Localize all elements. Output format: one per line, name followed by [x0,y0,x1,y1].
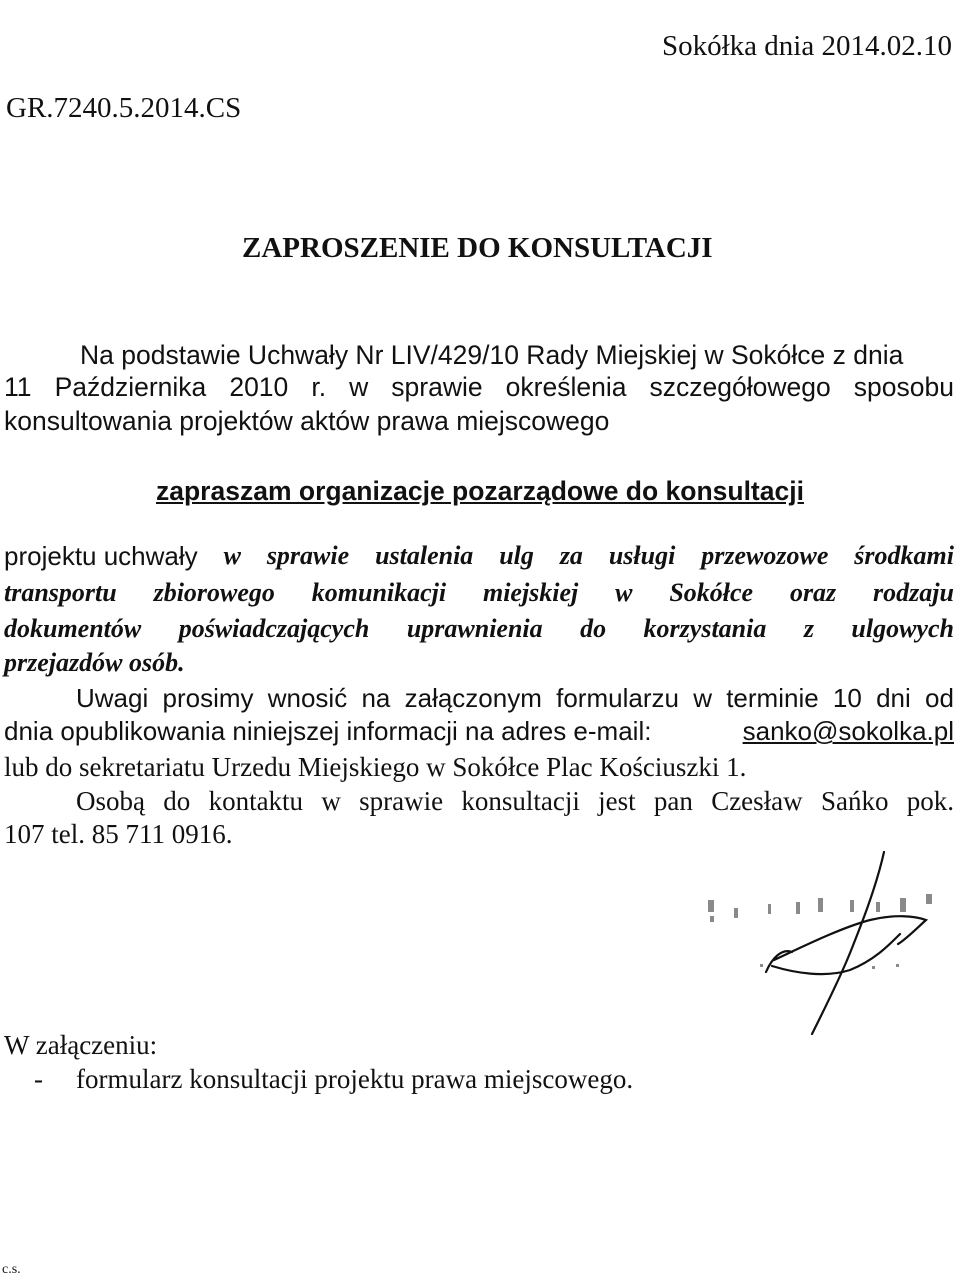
contact-line-1 [76,786,954,817]
project-word: rodzaju [873,578,954,607]
intro-line-2 [4,372,954,403]
intro-line-1: Na podstawie Uchwały Nr LIV/429/10 Rady Miejskiej w Sokółce z dnia [80,340,904,370]
contact-word: do [163,786,191,816]
project-word: ulgowych [851,614,954,643]
intro-word: Października [54,372,207,402]
remarks-word: na [361,683,391,713]
project-word: sprawie [266,541,350,570]
remarks-text: dnia opublikowania niniejszej informacji na adres e-mail: [4,716,652,746]
contact-word: w [321,786,341,816]
remarks-word: 10 [832,683,862,713]
intro-word: określenia [505,372,627,402]
remarks-line-1 [76,683,954,714]
project-word: komunikacji [311,578,447,607]
project-word: usługi [608,541,676,570]
intro-word: szczegółowego [649,372,831,402]
remarks-word: w [693,683,712,713]
contact-word: Sańko [820,786,889,816]
project-word: zbiorowego [153,578,275,607]
footer-initials: c.s. [2,1262,21,1277]
project-word: transportu [4,578,117,607]
contact-word: kontaktu [208,786,304,816]
email-link[interactable]: sanko@sokolka.pl [742,716,954,746]
contact-word: Osobą [76,786,145,816]
project-word: w [615,578,633,607]
invitation-line: zapraszam organizacje pozarządowe do konsultacji [156,476,804,506]
document-title: ZAPROSZENIE DO KONSULTACJI [242,232,713,264]
project-word: miejskiej [482,578,579,607]
project-line-1 [4,541,954,572]
remarks-word: terminie [726,683,819,713]
project-word: za [559,541,583,570]
intro-word: sposobu [853,372,954,402]
intro-word: 11 [4,372,32,402]
project-word: ustalenia [375,541,474,570]
project-word: Sokółce [669,578,754,607]
intro-word: r. [311,372,327,402]
place-date: Sokółka dnia 2014.02.10 [662,30,952,62]
project-word: w [223,541,241,570]
project-word: do [580,614,607,643]
intro-word: 2010 [229,372,289,402]
faded-stamp [708,894,932,969]
remarks-word: Uwagi [76,683,149,713]
reference-number: GR.7240.5.2014.CS [6,92,242,124]
project-word: korzystania [643,614,767,643]
contact-word: Czesław [711,786,803,816]
attachment-dash: - [34,1064,43,1094]
contact-word: jest [598,786,636,816]
project-word: oraz [789,578,837,607]
contact-line-2: 107 tel. 85 711 0916. [4,819,233,849]
project-word: dokumentów [4,614,142,643]
project-word: z [803,614,814,643]
remarks-line-2 [4,716,954,747]
contact-word: pan [653,786,693,816]
remarks-word: dni [876,683,911,713]
project-plain-text: projektu uchwały [4,541,198,571]
remarks-word: wnosić [267,683,348,713]
project-word: poświadczających [178,614,370,643]
intro-word: sprawie [391,372,483,402]
intro-word: w [349,372,369,402]
attachment-item: formularz konsultacji projektu prawa miejscowego. [76,1064,634,1094]
signature-stamp [700,848,960,1038]
remarks-word: załączonym [404,683,542,713]
remarks-line-3: lub do sekretariatu Urzedu Miejskiego w Sokółce Plac Kościuszki 1. [4,752,747,782]
project-line-2 [4,578,954,608]
attachments-label: W załączeniu: [4,1030,158,1060]
remarks-word: od [925,683,954,713]
project-word: przewozowe [701,541,829,570]
project-word: środkami [854,541,954,570]
project-word: uprawnienia [406,614,543,643]
intro-line-3: konsultowania projektów aktów prawa miejscowego [4,406,610,436]
remarks-word: formularzu [556,683,679,713]
project-word: ulg [499,541,534,570]
project-line-4: przejazdów osób. [4,648,185,677]
project-line-3 [4,614,954,644]
signature-stroke [766,852,926,1034]
contact-word: pok. [906,786,954,816]
contact-word: sprawie [359,786,444,816]
remarks-word: prosimy [162,683,254,713]
contact-word: konsultacji [461,786,580,816]
